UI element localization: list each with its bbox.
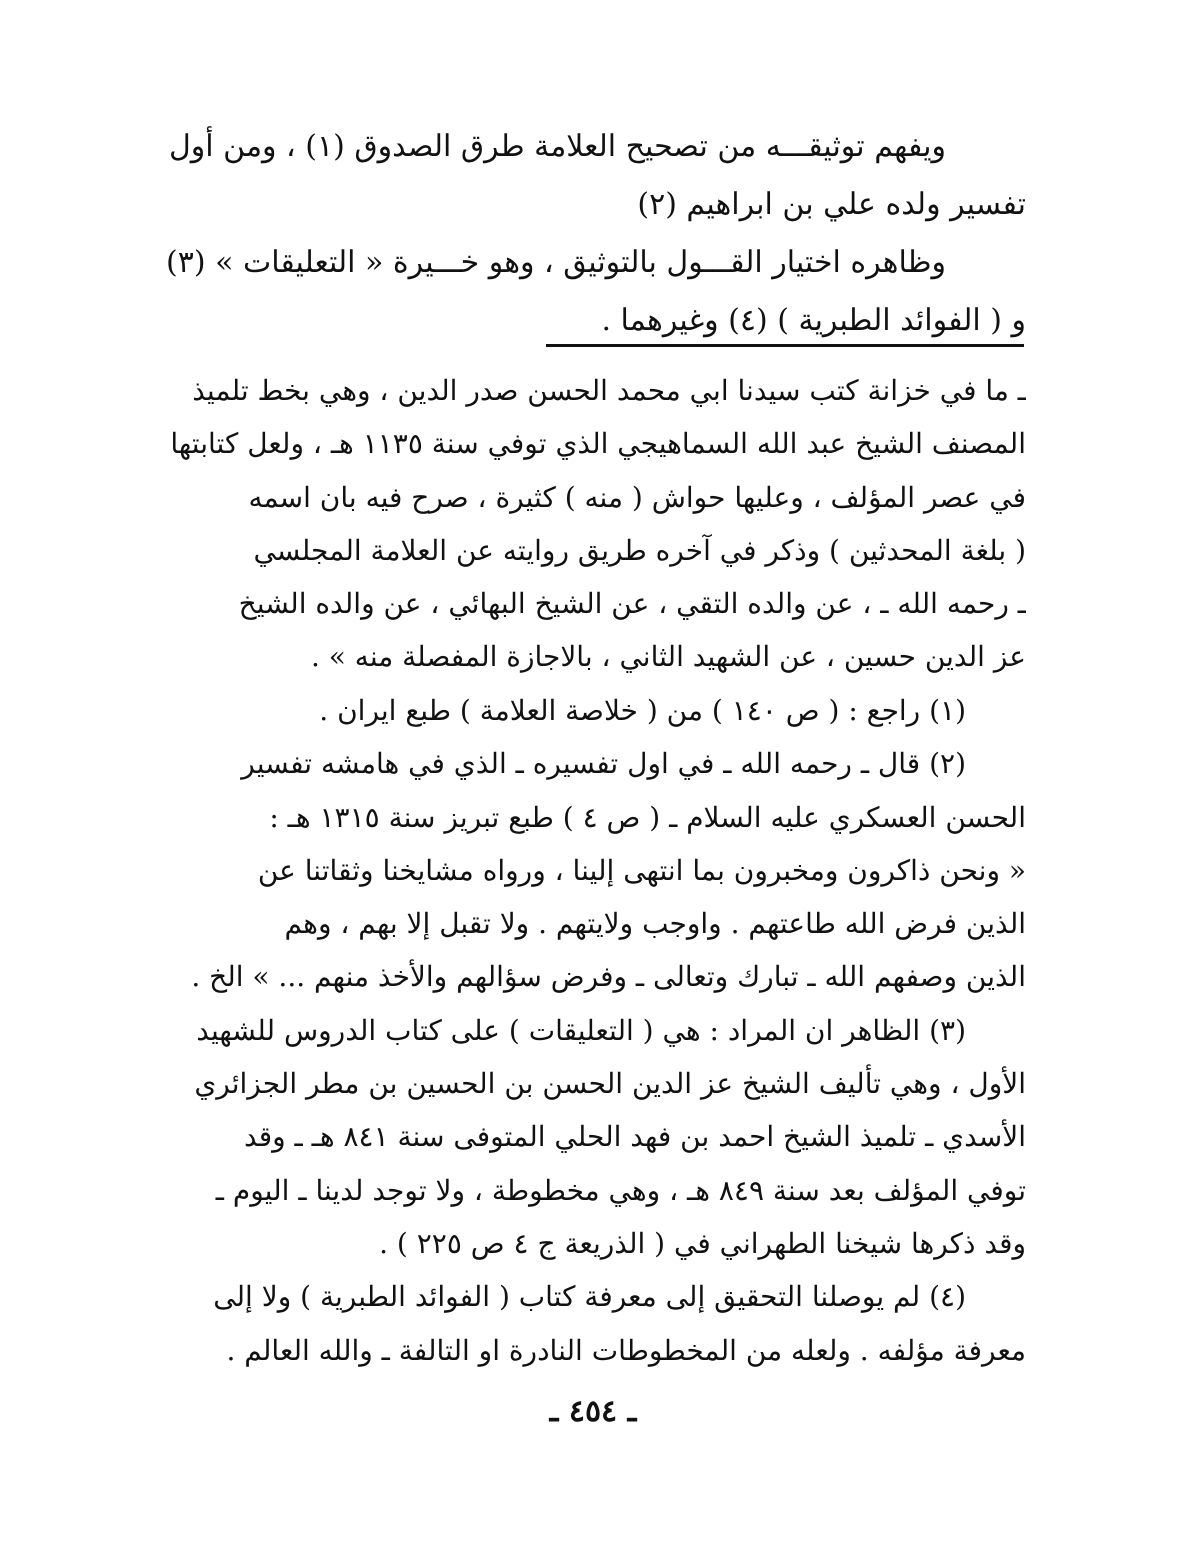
- footnote-line: المصنف الشيخ عبد الله السماهيجي الذي توفي سنة ١١٣٥ هـ ، ولعل كتابتها: [170, 427, 1026, 461]
- main-text-line: وظاهره اختيار القـــول بالتوثيق ، وهو خـــيرة « التعليقات » (٣): [165, 245, 946, 280]
- footnote-1: (١) راجع : ( ص ١٤٠ ) من ( خلاصة العلامة ) طبع ايران .: [319, 694, 966, 727]
- footnote-line: الأول ، وهي تأليف الشيخ عز الدين الحسن بن الحسين بن مطر الجزائري: [194, 1067, 1026, 1101]
- main-text-line: تفسير ولده علي بن ابراهيم (٢): [637, 187, 1026, 222]
- main-text: [160, 118, 1026, 350]
- continued-footnote: [160, 364, 1026, 684]
- footnote-line: الأسدي ـ تلميذ الشيخ احمد بن فهد الحلي المتوفى سنة ٨٤١ هـ ـ وقد: [244, 1120, 1026, 1154]
- footnote-divider: [546, 344, 1024, 347]
- footnote-line: « ونحن ذاكرون ومخبرون بما انتهى إلينا ، ورواه مشايخنا وثقاتنا عن: [257, 853, 1026, 887]
- footnote-line: الحسن العسكري عليه السلام ـ ( ص ٤ ) طبع تبريز سنة ١٣١٥ هـ :: [269, 800, 1026, 834]
- main-text-line: ويفهم توثيقـــه من تصحيح العلامة طرق الصدوق (١) ، ومن أول: [168, 129, 946, 164]
- footnote-3: (٣) الظاهر ان المراد : هي ( التعليقات ) على كتاب الدروس للشهيد: [196, 1013, 966, 1047]
- footnote-4: (٤) لم يوصلنا التحقيق إلى معرفة كتاب ( الفوائد الطبرية ) ولا إلى: [213, 1280, 966, 1314]
- footnote-line: وقد ذكرها شيخنا الطهراني في ( الذريعة ج ٤ ص ٢٢٥ ) .: [379, 1226, 1026, 1260]
- main-text-line: و ( الفوائد الطبرية ) (٤) وغيرهما .: [601, 303, 1026, 338]
- footnote-2: (٢) قال ـ رحمه الله ـ في اول تفسيره ـ الذي في هامشه تفسير: [241, 747, 966, 781]
- footnote-line: ـ رحمه الله ـ ، عن والده التقي ، عن الشيخ البهائي ، عن والده الشيخ: [238, 587, 1026, 621]
- footnote-line: عز الدين حسين ، عن الشهيد الثاني ، بالاجازة المفصلة منه » .: [310, 640, 1026, 674]
- footnote-line: الذين فرض الله طاعتهم . واوجب ولايتهم . ولا تقبل إلا بهم ، وهم: [284, 907, 1026, 941]
- page-number: ـ ٤٥٤ ـ: [549, 1394, 637, 1429]
- footnote-line: ( بلغة المحدثين ) وذكر في آخره طريق روايته عن العلامة المجلسي: [253, 533, 1026, 567]
- footnotes: [160, 684, 1026, 1377]
- footnote-line: الذين وصفهم الله ـ تبارك وتعالى ـ وفرض سؤالهم والأخذ منهم ... » الخ .: [191, 960, 1026, 994]
- footnote-line: معرفة مؤلفه . ولعله من المخطوطات النادرة او التالفة ـ والله العالم .: [226, 1333, 1026, 1367]
- footnote-line: في عصر المؤلف ، وعليها حواش ( منه ) كثيرة ، صرح فيه بان اسمه: [248, 480, 1026, 514]
- footnote-line: ـ ما في خزانة كتب سيدنا ابي محمد الحسن صدر الدين ، وهي بخط تلميذ: [192, 374, 1026, 407]
- footnote-line: توفي المؤلف بعد سنة ٨٤٩ هـ ، وهي مخطوطة ، ولا توجد لدينا ـ اليوم ـ: [215, 1173, 1026, 1207]
